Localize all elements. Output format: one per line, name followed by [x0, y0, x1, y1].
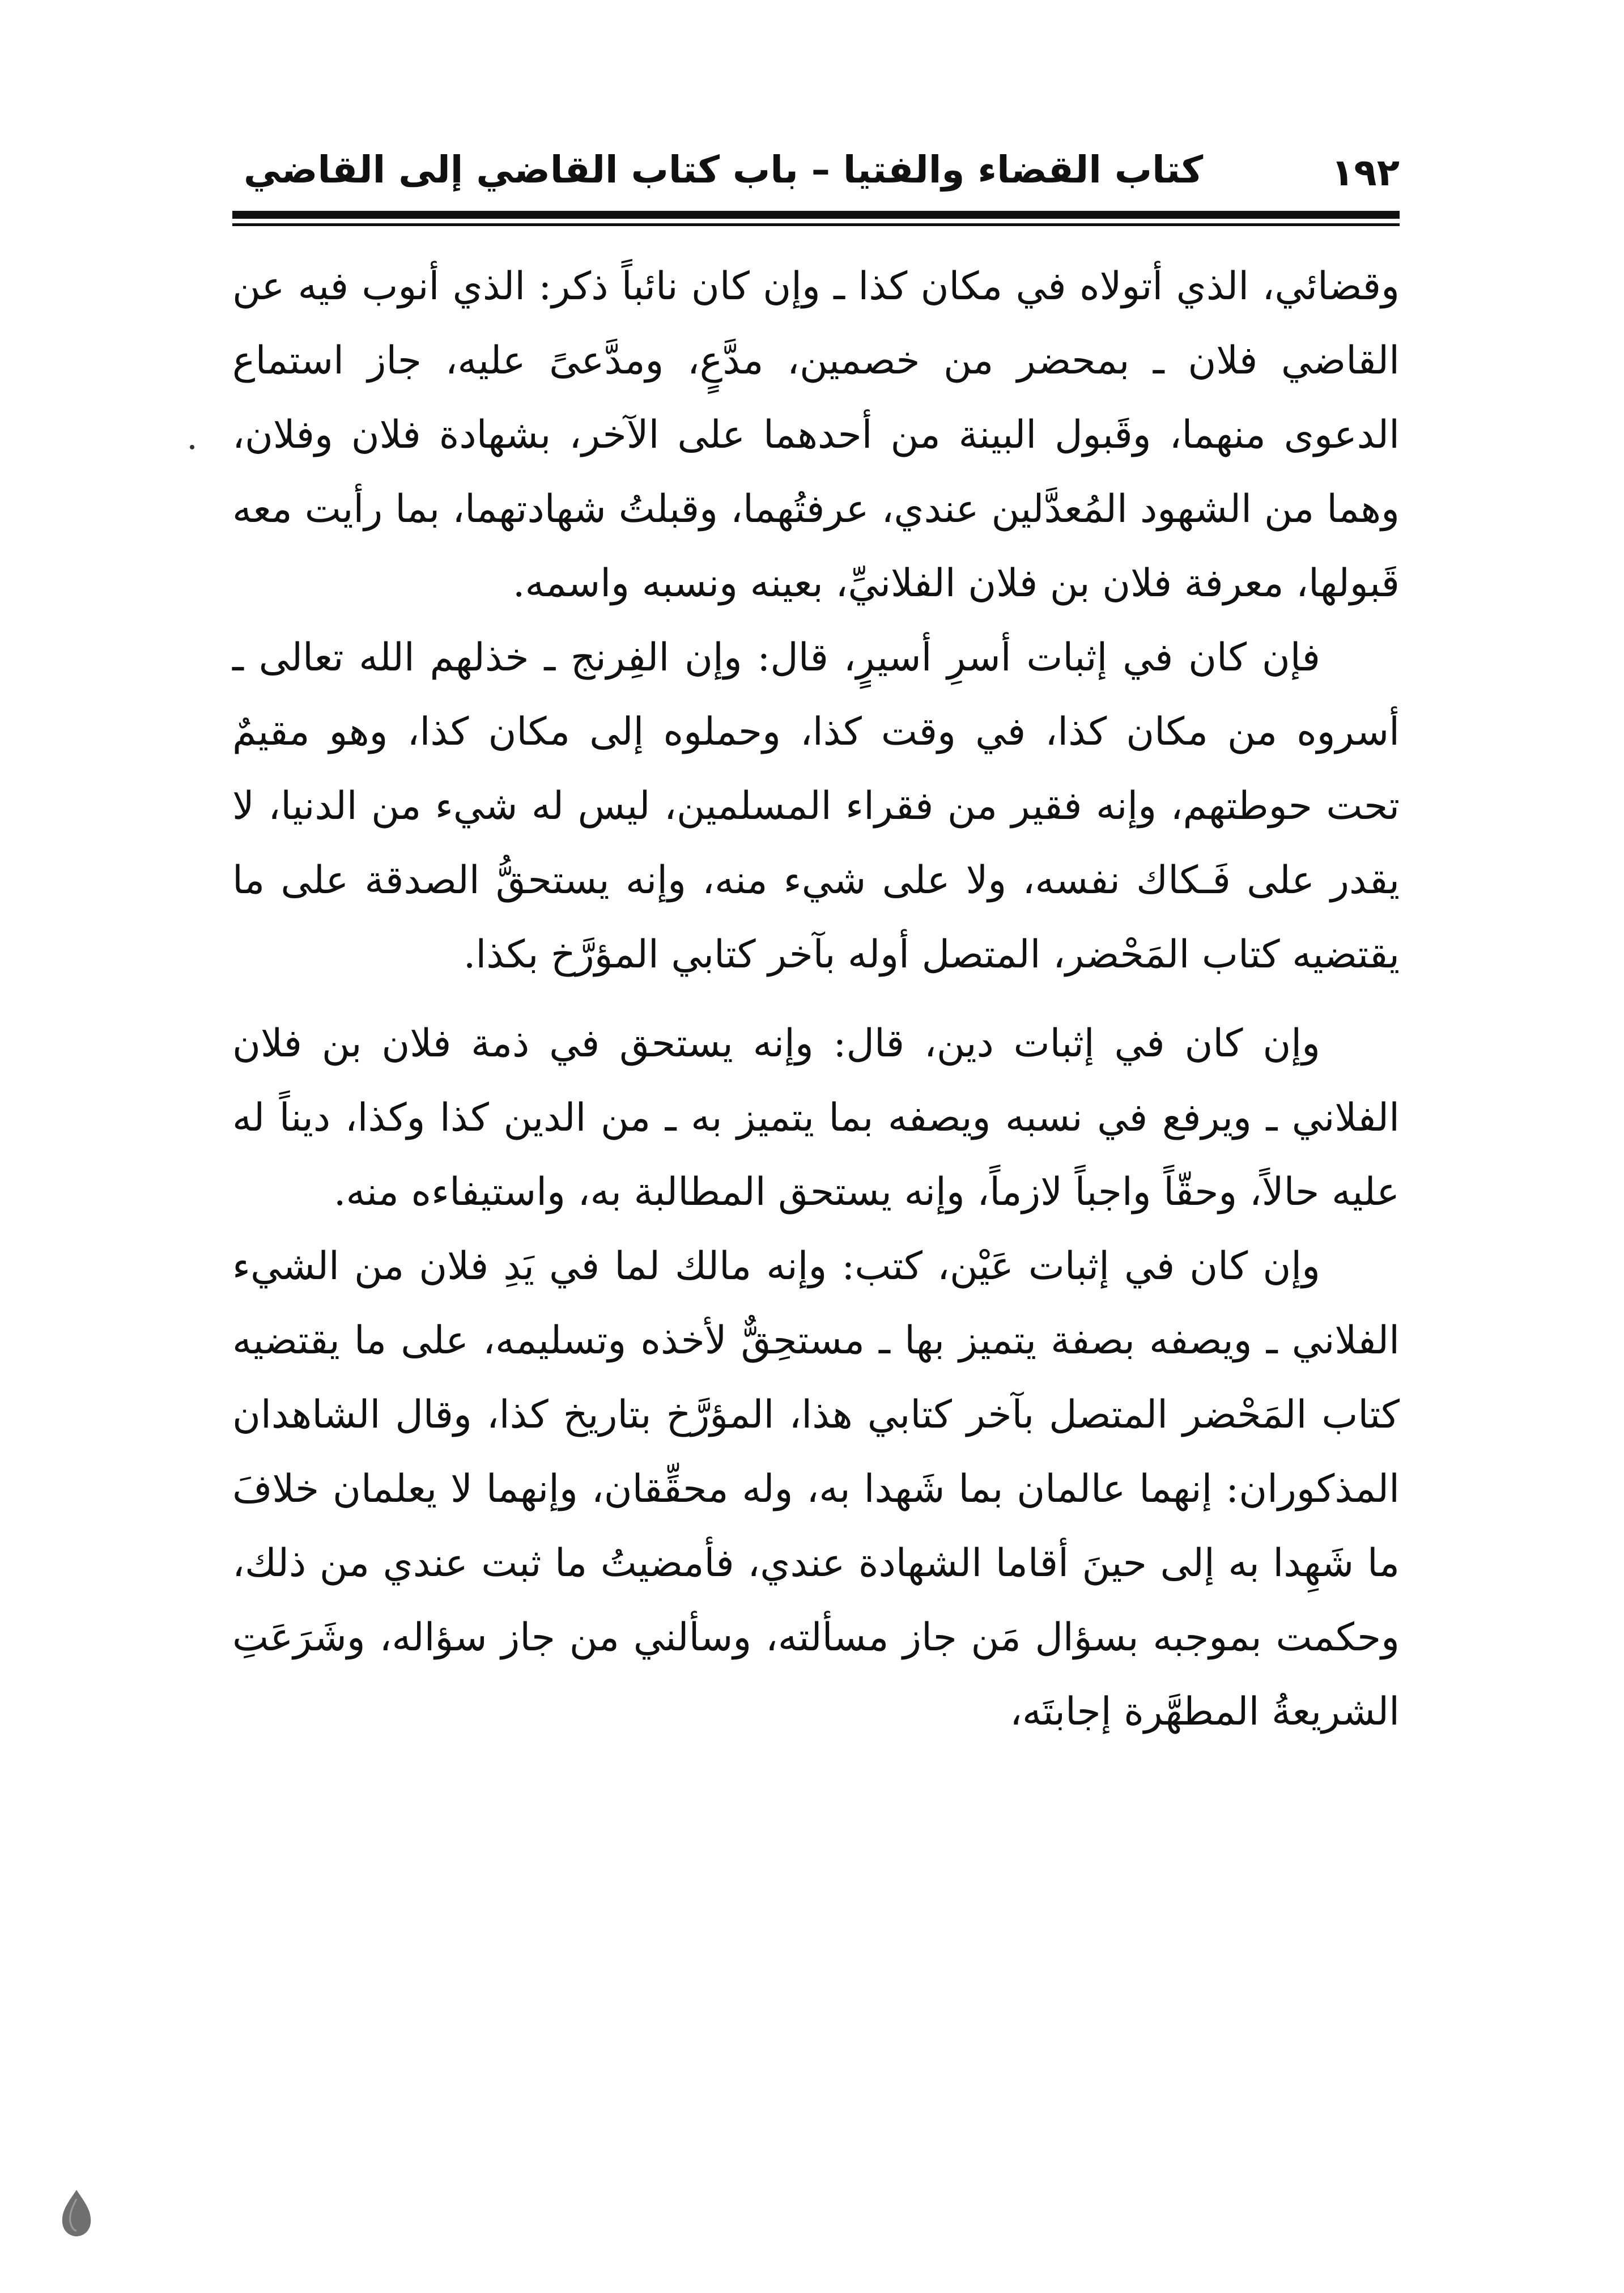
paragraph-property: وإن كان في إثبات عَيْن، كتب: وإنه مالك لما في يَدِ فلان من الشيء الفلاني ـ ويصفه بصفة يتميز بها ـ مستحِقٌّ لأخذه وتسليمه، على ما يقتضيه كتاب المَحْضر المتصل بآخر كتابي هذا، المؤرَّخ بتاريخ كذا، وقال الشاهدان المذكوران: إنهما عالمان بما شَهدا به، وله محقِّقان، وإنهما لا يعلمان خلافَ ما شَهِدا به إلى حينَ أقاما الشهادة عندي، فأمضيتُ ما ثبت عندي من ذلك، وحكمت بموجبه بسؤال مَن جاز مسألته، وسألني من جاز سؤاله، وشَرَعَتِ الشريعةُ المطهَّرة إجابتَه،: [232, 1244, 1400, 1734]
margin-speck: [190, 445, 194, 449]
paragraph-debt: وإن كان في إثبات دين، قال: وإنه يستحق في ذمة فلان بن فلان الفلاني ـ ويرفع في نسبه ويصفه بما يتميز به ـ من الدين كذا وكذا، ديناً له عليه حالاً، وحقّاً واجباً لازماً، وإنه يستحق المطالبة به، واستيفاءه منه.: [232, 1021, 1400, 1215]
paragraph-continuation: وقضائي، الذي أتولاه في مكان كذا ـ وإن كان نائباً ذكر: الذي أنوب فيه عن القاضي فلان ـ بمحضر من خصمين، مدَّعٍ، ومدَّعىً عليه، جاز استماع الدعوى منهما، وقَبول البينة من أحدهما على الآخر، بشهادة فلان وفلان، وهما من الشهود المُعدَّلين عندي، عرفتُهما، وقبلتُ شهادتهما، بما رأيت معه قَبولها، معرفة فلان بن فلان الفلانيِّ، بعينه ونسبه واسمه.: [232, 264, 1400, 606]
page-header: [232, 142, 1400, 204]
paragraph-captive: فإن كان في إثبات أسرِ أسيرٍ، قال: وإن الفِرنج ـ خذلهم الله تعالى ـ أسروه من مكان كذا، في وقت كذا، وحملوه إلى مكان كذا، وهو مقيمٌ تحت حوطتهم، وإنه فقير من فقراء المسلمين، ليس له شيء من الدنيا، لا يقدر على فَـكاك نفسه، ولا على شيء منه، وإنه يستحقُّ الصدقة على ما يقتضيه كتاب المَحْضر، المتصل أوله بآخر كتابي المؤرَّخ بكذا.: [232, 635, 1400, 977]
running-title: كتاب القضاء والفتيا – باب كتاب القاضي إلى القاضي: [244, 148, 1204, 192]
page-body: [232, 249, 1400, 1749]
corner-ornament-icon: [57, 2188, 96, 2239]
page-number: ١٩٢: [1331, 151, 1400, 194]
header-rule-thick: [232, 211, 1400, 219]
header-rule-thin: [232, 223, 1400, 226]
